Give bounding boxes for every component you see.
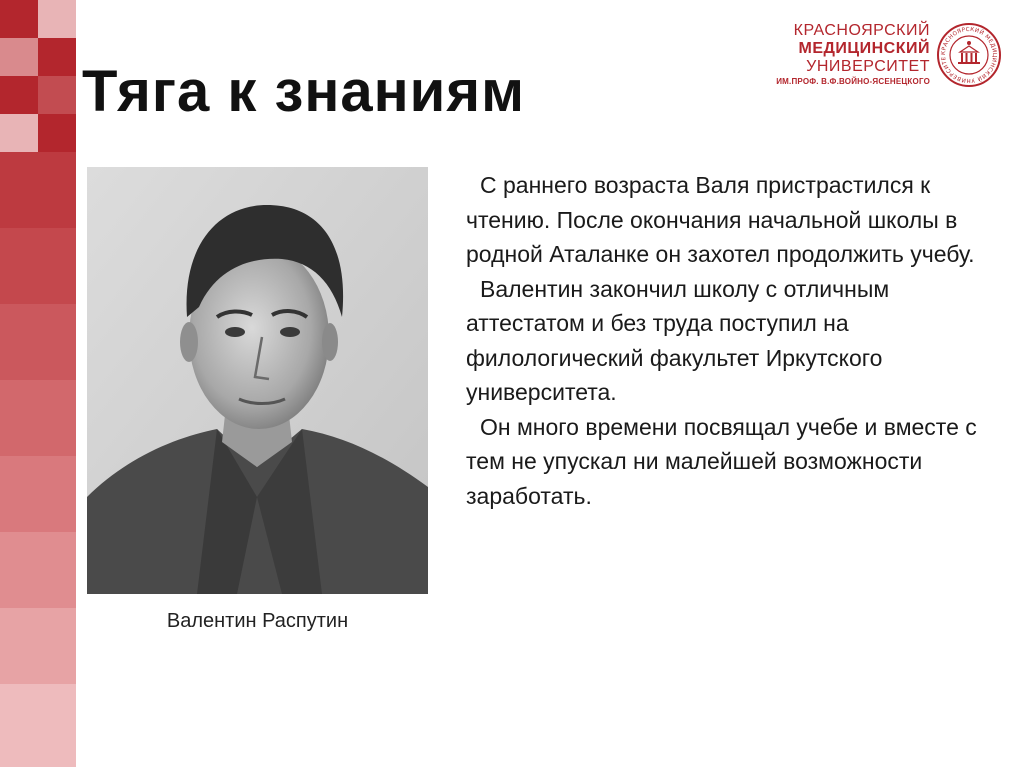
slide-title: Тяга к знаниям	[82, 59, 526, 124]
strip-block	[0, 532, 76, 608]
strip-block	[0, 608, 76, 684]
decorative-strip	[0, 0, 76, 767]
strip-block	[38, 114, 76, 152]
strip-block	[0, 304, 76, 380]
strip-block	[38, 38, 76, 76]
strip-block	[0, 684, 76, 767]
logo-line-1: КРАСНОЯРСКИЙ	[793, 22, 930, 39]
paragraph: Он много времени посвящал учебе и вместе с тем не упускал ни малейшей возможности заработать.	[466, 413, 977, 509]
university-seal-icon	[936, 22, 1002, 88]
seal-text: КРАСНОЯРСКИЙ МЕДИЦИНСКИЙ УНИВЕРСИТЕ	[940, 26, 998, 84]
strip-block	[0, 0, 38, 38]
strip-block	[0, 152, 76, 228]
paragraph: Валентин закончил школу с отличным аттестатом и без труда поступил на филологический факультет Иркутского университета.	[466, 275, 890, 405]
strip-block	[0, 456, 76, 532]
paragraph: С раннего возраста Валя пристрастился к чтению. После окончания начальной школы в родной Аталанке он захотел продолжить учебу.	[466, 172, 975, 267]
strip-block	[0, 76, 38, 114]
logo-line-3: УНИВЕРСИТЕТ	[806, 58, 930, 75]
university-logo	[776, 22, 1004, 92]
strip-block	[38, 0, 76, 38]
strip-block	[0, 114, 38, 152]
slide-body-text	[466, 168, 1006, 513]
photo-caption: Валентин Распутин	[166, 610, 349, 632]
strip-block	[0, 38, 38, 76]
strip-block	[0, 380, 76, 456]
logo-line-2: МЕДИЦИНСКИЙ	[798, 40, 930, 57]
strip-block	[0, 228, 76, 304]
logo-text	[776, 22, 930, 88]
portrait-photo	[87, 167, 428, 594]
strip-block	[38, 76, 76, 114]
logo-line-4: ИМ.ПРОФ. В.Ф.ВОЙНО-ЯСЕНЕЦКОГО	[776, 77, 930, 86]
